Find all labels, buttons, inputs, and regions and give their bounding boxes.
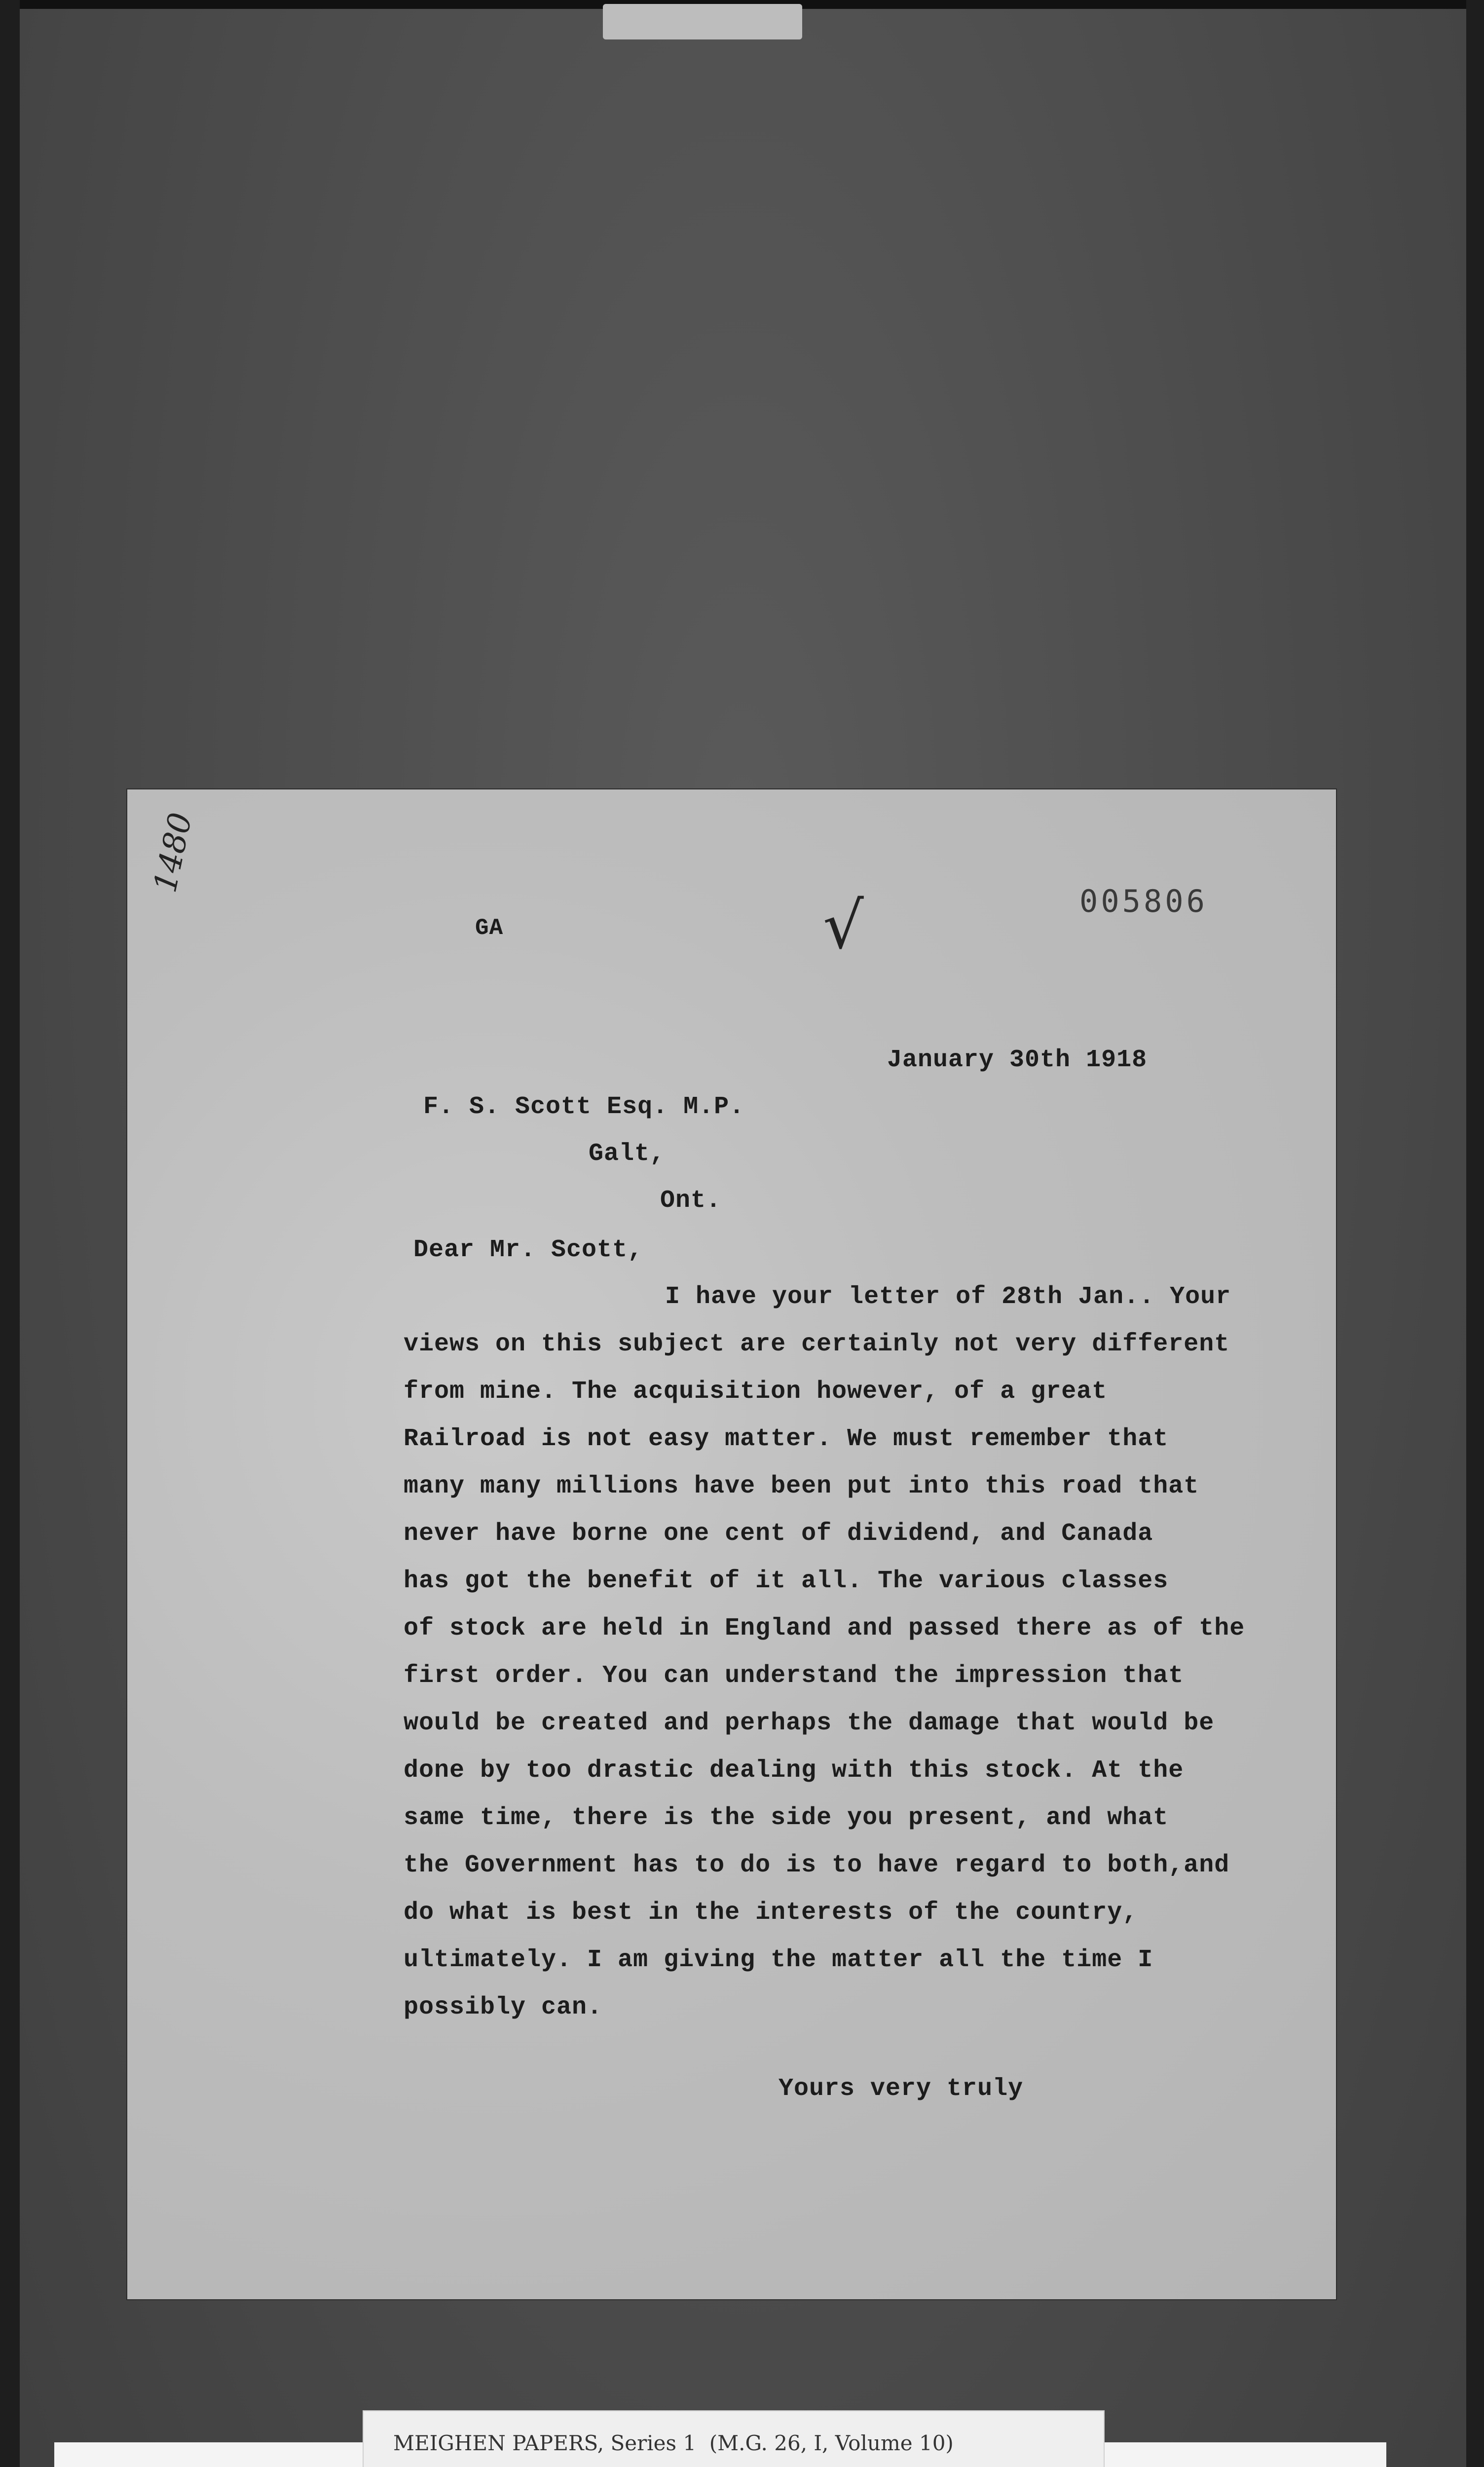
film-left-edge [0,0,20,2467]
film-right-edge [1466,0,1484,2467]
body-line: has got the benefit of it all. The various classes [404,1567,1169,1595]
body-line: done by too drastic dealing with this stock. At the [404,1757,1184,1785]
closing: Yours very truly [779,2075,1024,2103]
letter-date: January 30th 1918 [887,1046,1148,1074]
body-line: I have your letter of 28th Jan.. Your [665,1283,1231,1311]
body-line: ultimately. I am giving the matter all the time I [404,1946,1153,1974]
body-line: from mine. The acquisition however, of a great [404,1378,1108,1406]
body-line: same time, there is the side you present, and what [404,1804,1169,1832]
recipient-name: F. S. Scott Esq. M.P. [423,1093,745,1121]
body-line: many many millions have been put into this road that [404,1472,1199,1500]
body-line: would be created and perhaps the damage that would be [404,1709,1215,1737]
body-line: first order. You can understand the impression that [404,1662,1184,1690]
body-line: Railroad is not easy matter. We must remember that [404,1425,1169,1453]
holder-clip [603,4,802,39]
body-line: never have borne one cent of dividend, and Canada [404,1520,1153,1548]
letter-initials: GA [475,915,504,941]
recipient-city: Galt, [589,1140,666,1168]
check-mark: √ [823,888,864,963]
salutation: Dear Mr. Scott, [413,1236,643,1264]
reference-slip [363,2410,1105,2467]
margin-note: 1480 [147,809,200,896]
body-line: views on this subject are certainly not very different [404,1330,1230,1358]
recipient-province: Ont. [660,1187,722,1215]
document-number: 005806 [1079,883,1208,919]
body-line: possibly can. [404,1993,603,2021]
letter-page [127,789,1336,2299]
reference-text: MEIGHEN PAPERS, Series 1 (M.G. 26, I, Volume 10) [393,2431,954,2455]
body-line: of stock are held in England and passed there as of the [404,1614,1245,1643]
body-line: the Government has to do is to have regard to both,and [404,1851,1230,1879]
body-line: do what is best in the interests of the country, [404,1899,1138,1927]
